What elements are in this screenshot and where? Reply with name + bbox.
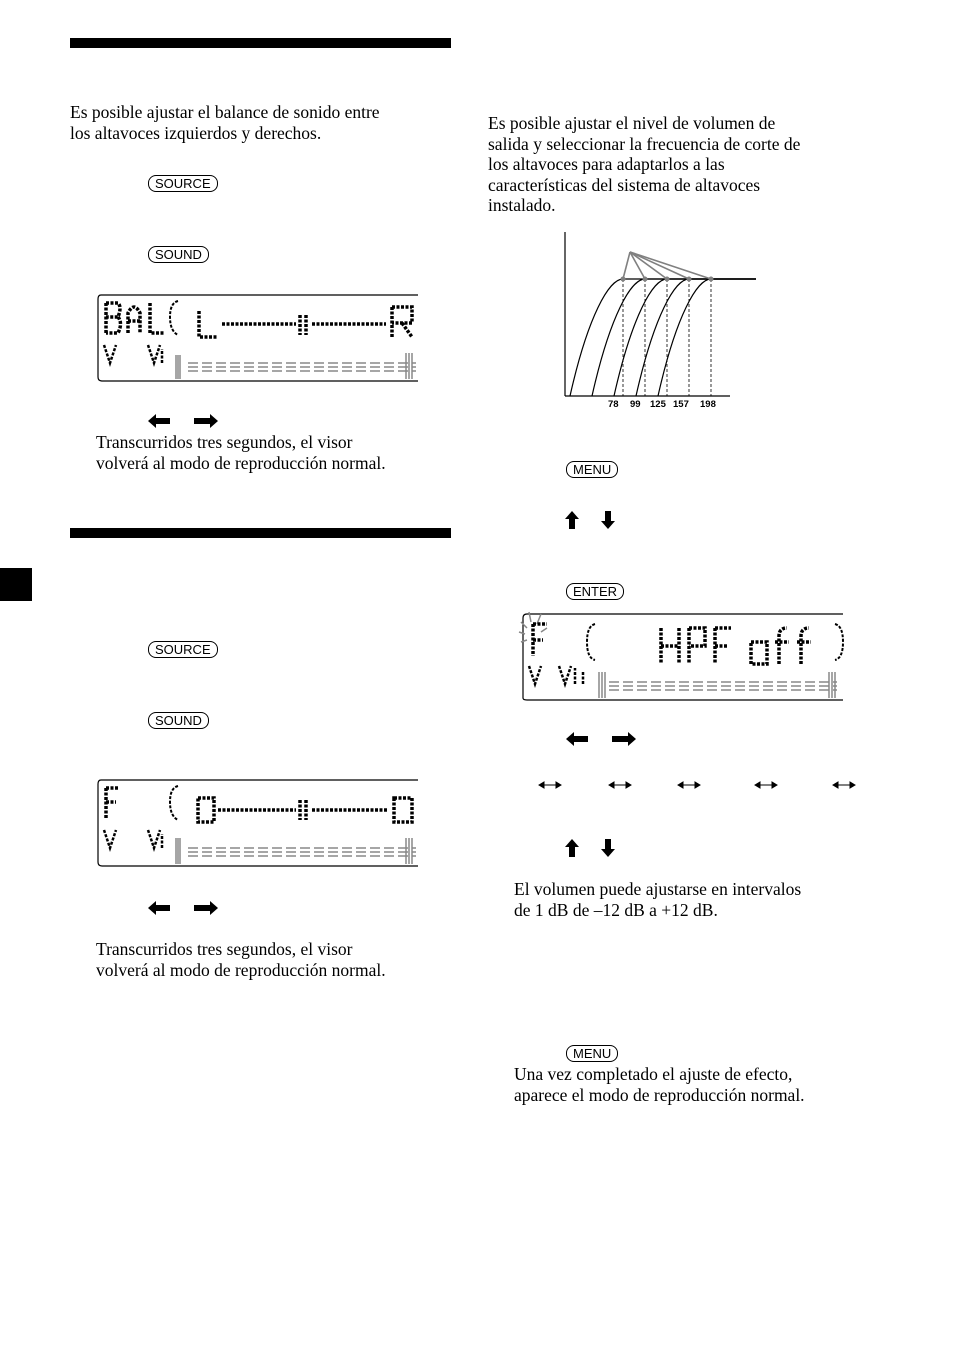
right-arrow-icon (194, 901, 218, 915)
up-down-arrows-1 (562, 509, 622, 531)
hpf-curve-78 (570, 279, 756, 396)
hpf-intro-line-2: salida y seleccionar la frecuencia de corte de (488, 133, 801, 154)
volume-note-line-2: de 1 dB de –12 dB a +12 dB. (514, 899, 718, 920)
left-arrow-icon (566, 732, 588, 746)
menu-button[interactable]: MENU (566, 461, 618, 478)
tick-label-99: 99 (630, 399, 641, 410)
tick-label-157: 157 (673, 399, 689, 410)
hpf-intro-line-1: Es posible ajustar el nivel de volumen de (488, 113, 776, 133)
source-button-balance[interactable]: SOURCE (148, 175, 218, 192)
sound-button-fader[interactable]: SOUND (148, 712, 209, 729)
up-down-arrows-2 (562, 837, 622, 859)
up-arrow-icon (565, 839, 579, 857)
volume-note-line-1: El volumen puede ajustarse en intervalos (514, 879, 802, 899)
pointer-line-78 (623, 252, 630, 279)
double-arrow-icon (609, 782, 631, 788)
balance-intro-line-1: Es posible ajustar el balance de sonido entre (70, 102, 380, 122)
tick-label-78: 78 (608, 399, 619, 410)
chapter-tab-marker (0, 568, 32, 601)
down-arrow-icon (601, 839, 615, 857)
cutoff-point-125 (665, 277, 670, 282)
fader-note-line-1: Transcurridos tres segundos, el visor (96, 939, 353, 959)
fader-note (96, 939, 386, 980)
enter-button[interactable]: ENTER (566, 583, 624, 600)
double-arrow-icon (833, 782, 855, 788)
hpf-intro-line-5: instalado. (488, 195, 556, 215)
up-arrow-icon (565, 511, 579, 529)
hpf-curve-125 (614, 279, 756, 396)
pointer-line-125 (630, 252, 667, 279)
cutoff-point-198 (709, 277, 714, 282)
section-rule-balance (70, 38, 451, 48)
hpf-intro (488, 113, 800, 216)
pointer-line-157 (630, 252, 689, 279)
source-button-fader[interactable]: SOURCE (148, 641, 218, 658)
left-arrow-icon (148, 901, 170, 915)
cutoff-point-78 (621, 277, 626, 282)
complete-note-line-2: aparece el modo de reproducción normal. (514, 1084, 805, 1105)
complete-note (514, 1064, 805, 1105)
double-arrow-icon (539, 782, 561, 788)
section-rule-fader (70, 528, 451, 538)
hpf-curve-198 (658, 279, 756, 396)
balance-intro (70, 102, 380, 143)
double-arrow-icon (678, 782, 700, 788)
cutoff-point-157 (687, 277, 692, 282)
complete-note-line-1: Una vez completado el ajuste de efecto, (514, 1064, 793, 1084)
cutoff-sequence-arrows (535, 778, 865, 792)
cutoff-point-99 (643, 277, 648, 282)
sound-button-balance[interactable]: SOUND (148, 246, 209, 263)
tick-label-198: 198 (700, 399, 716, 410)
hpf-lcd-display (515, 606, 845, 702)
volume-note (514, 879, 801, 920)
left-right-arrows-fader (144, 898, 224, 918)
hpf-intro-line-4: características del sistema de altavoces (488, 174, 761, 195)
double-arrow-icon (755, 782, 777, 788)
hpf-frequency-chart (560, 228, 760, 418)
tick-label-125: 125 (650, 399, 666, 410)
left-arrow-icon (148, 414, 170, 428)
menu-button-2[interactable]: MENU (566, 1045, 618, 1062)
right-arrow-icon (612, 732, 636, 746)
left-right-arrows-hpf (562, 729, 642, 749)
right-arrow-icon (194, 414, 218, 428)
fader-note-line-2: volverá al modo de reproducción normal. (96, 959, 386, 980)
left-right-arrows-balance (144, 411, 224, 431)
balance-intro-line-2: los altavoces izquierdos y derechos. (70, 122, 322, 143)
balance-note-line-2: volverá al modo de reproducción normal. (96, 452, 386, 473)
balance-note-line-1: Transcurridos tres segundos, el visor (96, 432, 353, 452)
hpf-intro-line-3: los altavoces para adaptarlos a las (488, 154, 725, 174)
hpf-curve-157 (636, 279, 756, 396)
balance-lcd-display (96, 293, 426, 385)
fader-lcd-display (96, 778, 426, 870)
down-arrow-icon (601, 511, 615, 529)
balance-note (96, 432, 386, 473)
